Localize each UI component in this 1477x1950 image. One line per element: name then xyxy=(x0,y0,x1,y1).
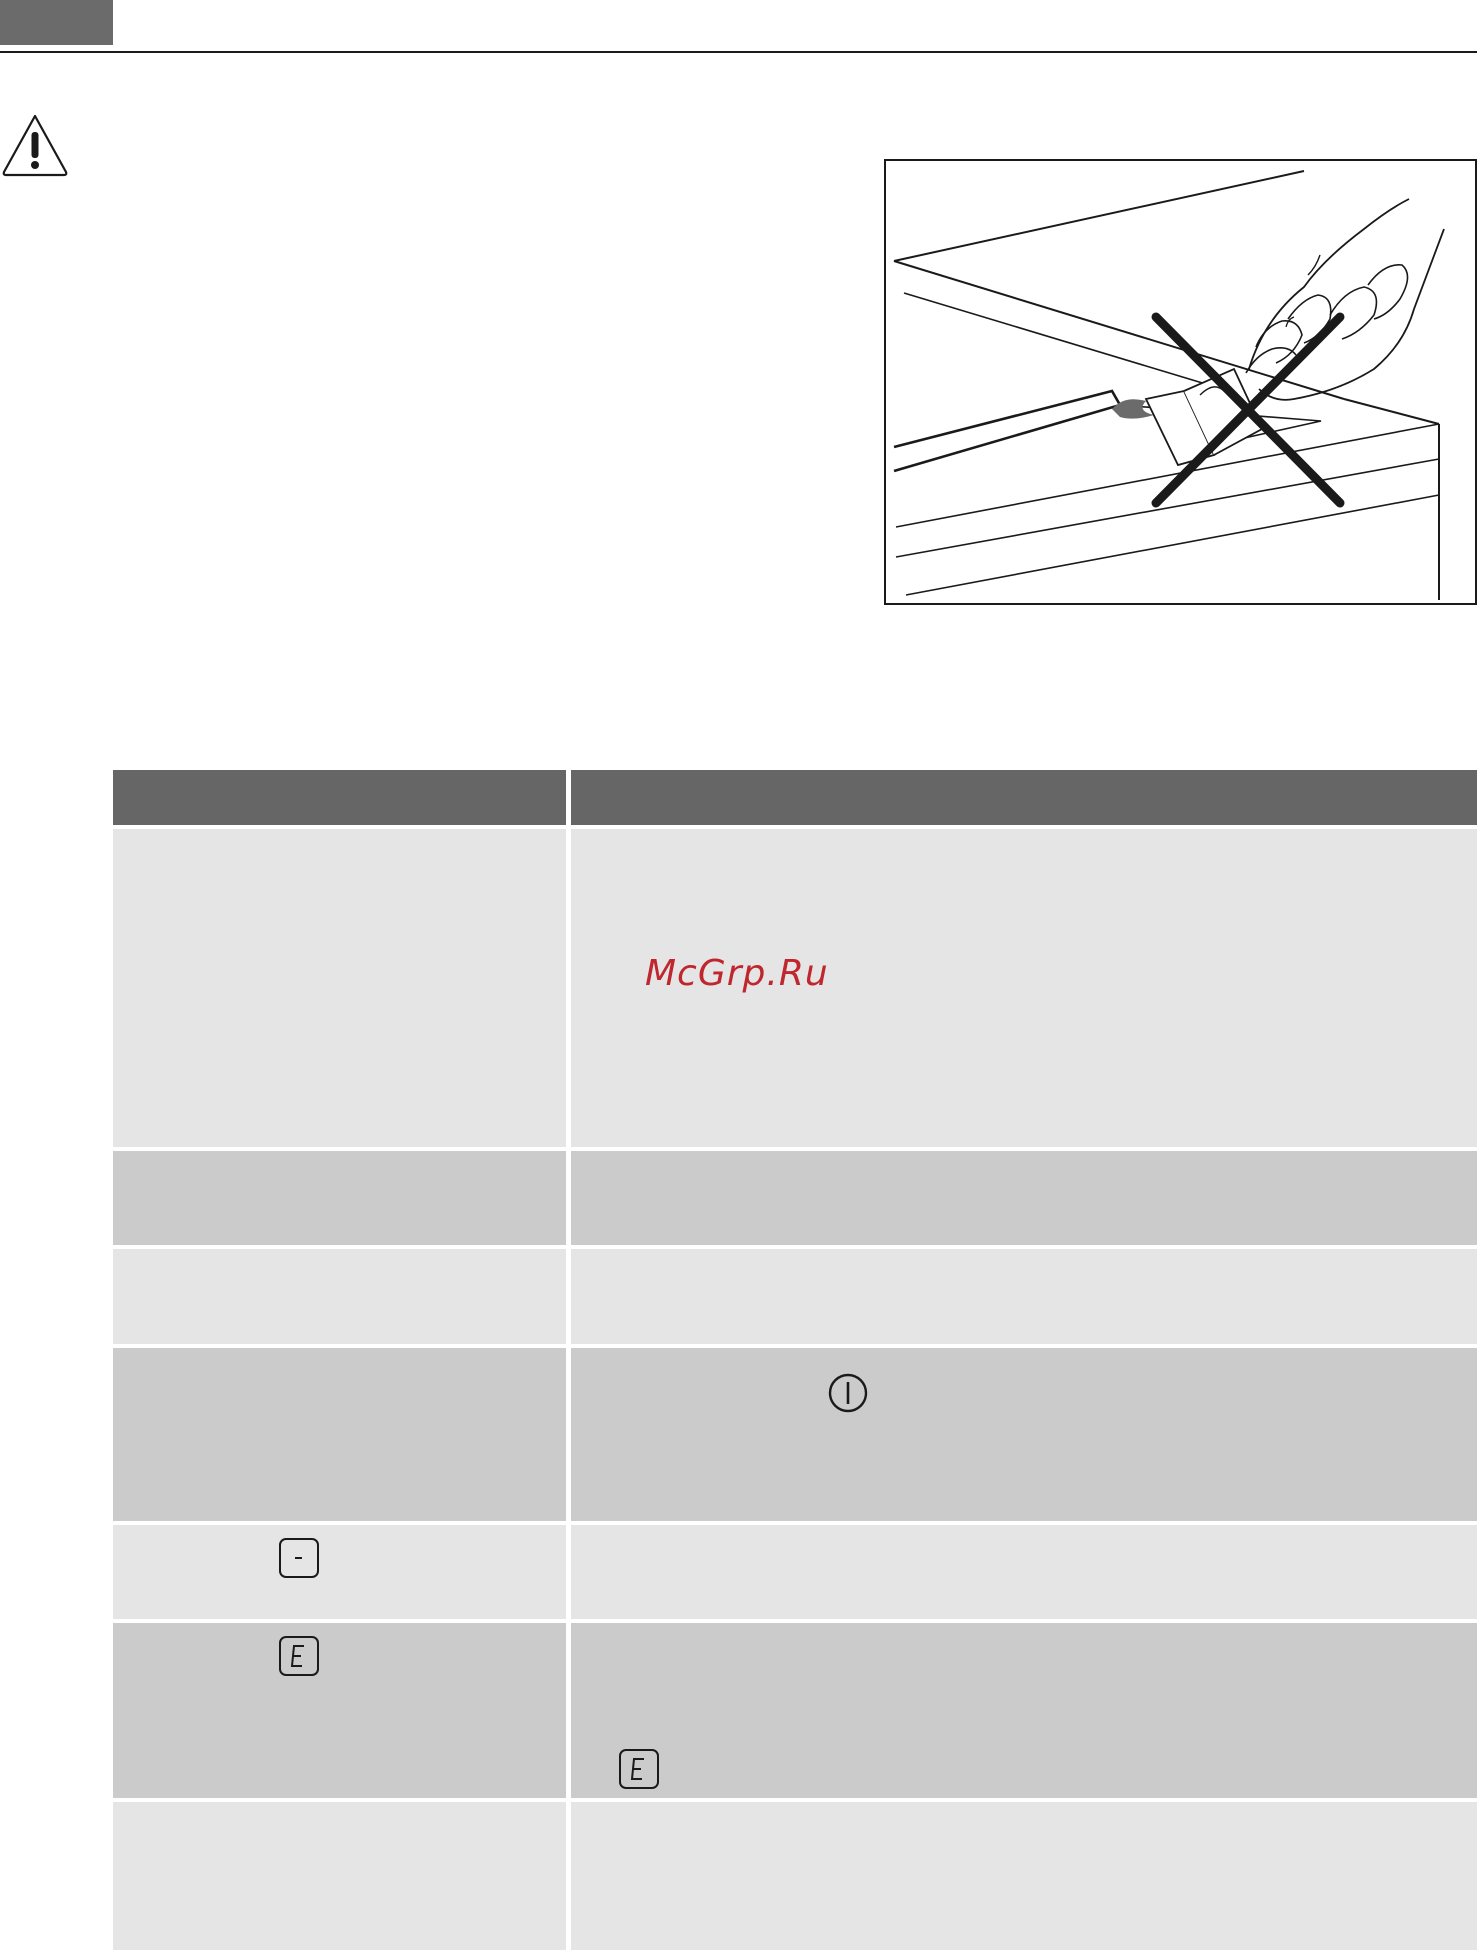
header-rule xyxy=(0,51,1477,53)
table-row xyxy=(113,1151,1477,1245)
table-cell-remedy xyxy=(571,1525,1477,1619)
table-row xyxy=(113,1249,1477,1344)
table-row xyxy=(113,1348,1477,1521)
table-cell-remedy xyxy=(571,1151,1477,1245)
table-cell-remedy xyxy=(571,1348,1477,1521)
table-cell-problem xyxy=(113,1525,566,1619)
table-cell-problem xyxy=(113,1151,566,1245)
display-dash-icon xyxy=(278,1537,320,1579)
page-section-tab xyxy=(0,0,113,45)
table-cell-problem xyxy=(113,1623,566,1798)
table-row xyxy=(113,1623,1477,1798)
table-header-col1 xyxy=(113,770,566,825)
table-row xyxy=(113,1802,1477,1950)
table-cell-remedy xyxy=(571,1623,1477,1798)
table-cell-problem xyxy=(113,1249,566,1344)
display-error-e-icon xyxy=(618,1748,660,1790)
table-header-row xyxy=(113,770,1477,825)
table-header-col2 xyxy=(571,770,1477,825)
table-row xyxy=(113,1525,1477,1619)
display-error-e-icon xyxy=(278,1635,320,1677)
table-cell-problem xyxy=(113,829,566,1147)
watermark: McGrp.Ru xyxy=(645,953,829,994)
table-cell-remedy xyxy=(571,1249,1477,1344)
table-cell-problem xyxy=(113,1802,566,1950)
power-on-off-icon xyxy=(827,1372,869,1414)
table-cell-problem xyxy=(113,1348,566,1521)
table-cell-remedy xyxy=(571,1802,1477,1950)
warning-triangle-icon xyxy=(0,112,70,178)
scraper-illustration xyxy=(884,159,1477,605)
